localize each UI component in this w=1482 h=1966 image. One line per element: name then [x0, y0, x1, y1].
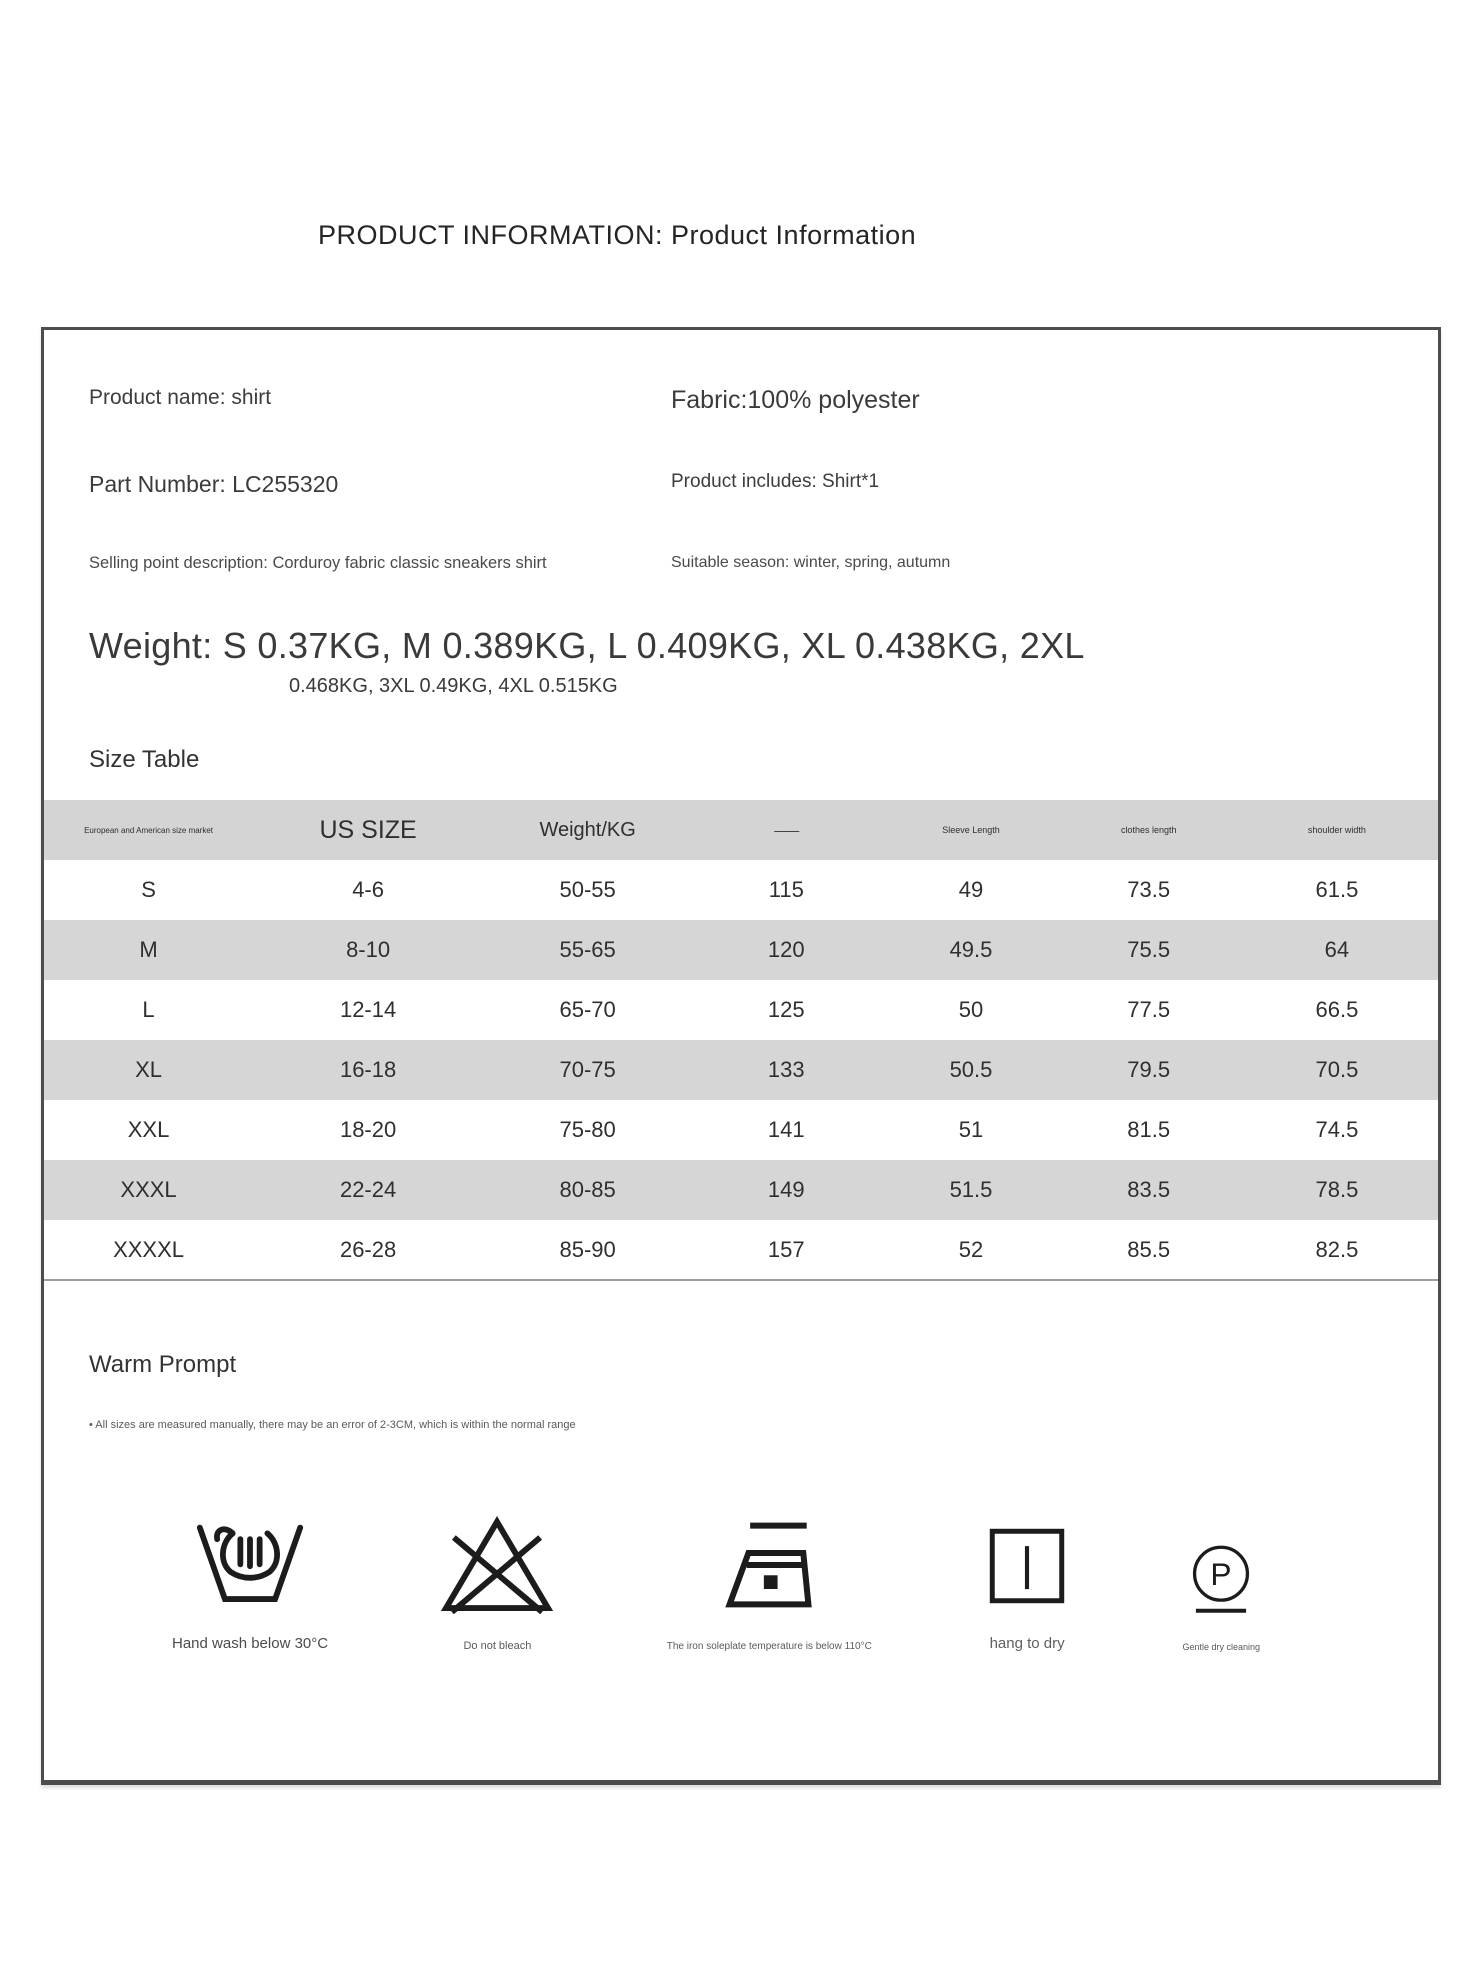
- size-cell: 26-28: [339, 1236, 397, 1262]
- care-item-do-not-bleach: [440, 1482, 554, 1652]
- table-row: [44, 1040, 1438, 1100]
- care-label: The iron soleplate temperature is below 110°C: [666, 1641, 872, 1652]
- weight-line-2: 0.468KG, 3XL 0.49KG, 4XL 0.515KG: [289, 675, 618, 697]
- size-table-header-row: [44, 800, 1438, 860]
- size-cell: 65-70: [559, 997, 616, 1022]
- hand-wash-icon: [194, 1508, 306, 1609]
- size-cell: 4-6: [352, 877, 384, 902]
- size-cell: 85-90: [559, 1236, 616, 1262]
- dry-clean-gentle-icon: [1184, 1542, 1258, 1616]
- part-number-text: Part Number: LC255320: [89, 471, 339, 497]
- size-cell: 75-80: [559, 1117, 616, 1142]
- product-name-text: Product name: shirt: [89, 386, 272, 409]
- size-cell: 75.5: [1127, 937, 1171, 962]
- size-cell: XL: [135, 1057, 162, 1082]
- size-cell: 55-65: [559, 937, 616, 962]
- size-cell: 78.5: [1315, 1177, 1359, 1202]
- size-table-heading: Size Table: [89, 746, 200, 773]
- table-row: [44, 860, 1438, 920]
- col-header-sleeve-length: Sleeve Length: [942, 825, 1000, 835]
- size-table: [44, 800, 1438, 1281]
- table-row: [44, 920, 1438, 980]
- table-row: [44, 1100, 1438, 1160]
- table-row: [44, 1220, 1438, 1280]
- col-header-weight-kg: Weight/KG: [539, 818, 636, 841]
- weight-line-1: Weight: S 0.37KG, M 0.389KG, L 0.409KG, XL 0.438KG, 2XL: [89, 625, 1085, 666]
- product-attributes: [44, 330, 1438, 573]
- table-row: [44, 980, 1438, 1040]
- size-cell: 83.5: [1127, 1177, 1171, 1202]
- size-cell: 51: [958, 1117, 984, 1142]
- care-label: Do not bleach: [463, 1640, 532, 1652]
- size-cell: 16-18: [339, 1057, 397, 1082]
- size-cell: 141: [767, 1117, 805, 1142]
- weight-section: [44, 573, 1438, 698]
- size-cell: 49: [958, 877, 984, 902]
- svg-text:P: P: [1210, 1555, 1232, 1592]
- size-cell: 149: [767, 1177, 805, 1202]
- col-header-bust-dash: ——: [774, 822, 799, 838]
- col-header-size-system: European and American size market: [84, 825, 214, 835]
- care-item-hang-to-dry: [984, 1477, 1070, 1652]
- size-cell: 50: [958, 997, 984, 1022]
- size-cell: 70.5: [1315, 1057, 1359, 1082]
- size-cell: 49.5: [949, 937, 993, 962]
- care-label: Gentle dry cleaning: [1182, 1642, 1260, 1652]
- size-cell: 81.5: [1127, 1117, 1171, 1142]
- product-includes-text: Product includes: Shirt*1: [671, 471, 880, 492]
- size-cell: 133: [767, 1057, 805, 1082]
- size-cell: 120: [767, 937, 805, 962]
- size-cell: 51.5: [949, 1177, 993, 1202]
- size-cell: 85.5: [1127, 1236, 1171, 1262]
- size-cell: 82.5: [1315, 1236, 1359, 1262]
- suitable-season-text: Suitable season: winter, spring, autumn: [671, 554, 951, 571]
- size-cell: 8-10: [346, 937, 391, 962]
- care-item-hand-wash: [172, 1477, 328, 1652]
- col-header-us-size: US SIZE: [319, 815, 417, 844]
- page-title: PRODUCT INFORMATION: Product Information: [318, 220, 917, 250]
- col-header-clothes-length: clothes length: [1120, 825, 1177, 835]
- size-cell: 115: [768, 877, 804, 902]
- size-cell: 64: [1324, 937, 1350, 962]
- size-cell: XXXL: [120, 1177, 177, 1202]
- size-cell: 74.5: [1315, 1117, 1359, 1142]
- fabric-text: Fabric:100% polyester: [671, 386, 920, 414]
- care-label: Hand wash below 30°C: [172, 1635, 329, 1652]
- selling-point-text: Selling point description: Corduroy fabric classic sneakers shirt: [89, 554, 547, 572]
- size-cell: 70-75: [559, 1057, 616, 1082]
- care-label: hang to dry: [989, 1635, 1065, 1652]
- care-item-dry-clean: [1182, 1484, 1260, 1652]
- size-cell: 77.5: [1127, 997, 1171, 1022]
- warm-prompt-note: • All sizes are measured manually, there may be an error of 2-3CM, which is within the normal range: [89, 1419, 576, 1431]
- size-cell: S: [141, 877, 156, 902]
- size-cell: 66.5: [1315, 997, 1359, 1022]
- size-cell: 18-20: [339, 1117, 397, 1142]
- do-not-bleach-icon: [440, 1512, 554, 1614]
- size-cell: 79.5: [1127, 1057, 1171, 1082]
- size-cell: 50-55: [559, 877, 616, 902]
- size-cell: 12-14: [339, 997, 397, 1022]
- col-header-shoulder-width: shoulder width: [1307, 825, 1366, 835]
- care-item-iron: [667, 1483, 872, 1652]
- size-cell: 50.5: [949, 1057, 993, 1082]
- iron-low-temp-icon: [721, 1515, 817, 1615]
- hang-to-dry-icon: [984, 1523, 1070, 1609]
- size-cell: 52: [958, 1236, 984, 1262]
- size-cell: 73.5: [1127, 877, 1171, 902]
- size-cell: 22-24: [339, 1177, 397, 1202]
- size-cell: XXXXL: [113, 1236, 185, 1262]
- care-symbols-row: [44, 1477, 1438, 1652]
- size-cell: 125: [767, 997, 805, 1022]
- size-cell: 80-85: [559, 1177, 616, 1202]
- product-info-panel: [41, 327, 1441, 1785]
- warm-prompt-heading: Warm Prompt: [89, 1351, 237, 1378]
- size-cell: XXL: [127, 1117, 170, 1142]
- table-row: [44, 1160, 1438, 1220]
- size-cell: L: [142, 997, 155, 1022]
- size-cell: 157: [767, 1236, 805, 1262]
- size-cell: 61.5: [1315, 877, 1359, 902]
- size-cell: M: [139, 937, 158, 962]
